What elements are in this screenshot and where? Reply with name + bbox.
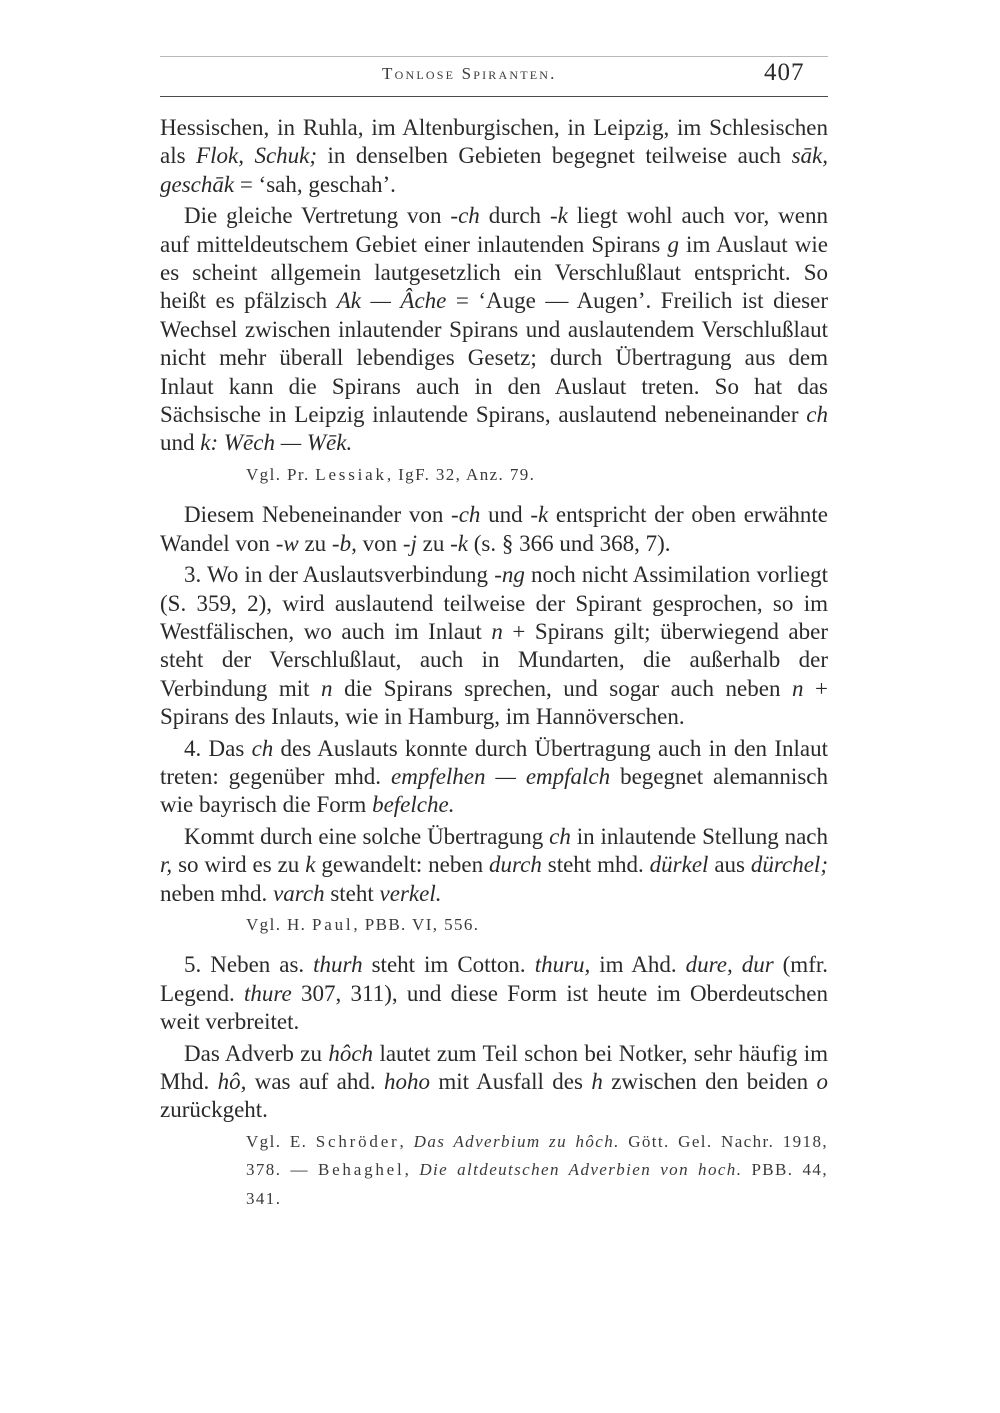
body-text xyxy=(160,114,828,1213)
page-number: 407 xyxy=(764,59,805,86)
paragraph-5: 4. Das ch des Auslauts konnte durch Übertragung auch in den Inlaut treten: gegenüber mhd. empfelhen — empfalch begegnet alemannisch wie bayrisch die Form befelche. xyxy=(160,735,828,818)
running-head: Tonlose Spiranten. xyxy=(382,64,557,83)
reference-note-3: Vgl. E. Schröder, Das Adverbium zu hôch. Gött. Gel. Nachr. 1918, 378. — Behaghel, Die altdeutschen Adverbien von hoch. PBB. 44, 341. xyxy=(246,1131,828,1208)
reference-note-2: Vgl. H. Paul, PBB. VI, 556. xyxy=(246,914,480,934)
paragraph-8: Das Adverb zu hôch lautet zum Teil schon bei Notker, sehr häufig im Mhd. hô, was auf ahd. hoho mit Ausfall des h zwischen den beiden o zurückgeht. xyxy=(160,1040,829,1123)
header-rule-top xyxy=(160,56,828,57)
paragraph-4: 3. Wo in der Auslautsverbindung -ng noch nicht Assimilation vorliegt (S. 359, 2), wird auslautend teilweise der Spirant gesprochen, so im Westfälischen, wo auch im Inlaut n + Spirans gilt; überwiegend aber steht der Verschlußlaut, auch in Mundarten, die außerhalb der Verbindung mit n die Spirans sprechen, und sogar auch neben n + Spirans des Inlauts, wie in Hamburg, im Hannöverschen. xyxy=(160,562,828,730)
paragraph-7: 5. Neben as. thurh steht im Cotton. thuru, im Ahd. dure, dur (mfr. Legend. thure 307, 311), und diese Form ist heute im Oberdeutschen weit verbreitet. xyxy=(160,952,829,1035)
paragraph-2: Die gleiche Vertretung von -ch durch -k liegt wohl auch vor, wenn auf mitteldeutschem Gebiet einer inlautenden Spirans g im Auslaut wie es scheint allgemein lautgesetzlich ein Verschlußlaut entspricht. So heißt es pfälzisch Ak — Âche = ‘Auge — Augen’. Freilich ist dieser Wechsel zwischen inlautender Spirans und auslautendem Verschlußlaut nicht mehr überall lebendiges Gesetz; durch Übertragung aus dem Inlaut kann die Spirans auch in den Auslaut treten. So hat das Sächsische in Leipzig inlautende Spirans, auslautend nebeneinander ch und k: Wēch — Wēk. xyxy=(160,203,828,456)
paragraph-6: Kommt durch eine solche Übertragung ch in inlautende Stellung nach r, so wird es zu k gewandelt: neben durch steht mhd. dürkel aus dürchel; neben mhd. varch steht verkel. xyxy=(160,823,829,906)
header-rule-bottom xyxy=(160,96,828,97)
paragraph-1: Hessischen, in Ruhla, im Altenburgischen, in Leipzig, im Schlesischen als Flok, Schuk; in denselben Gebieten begegnet teilweise auch sāk, geschāk = ‘sah, geschah’. xyxy=(160,115,828,197)
reference-note-1: Vgl. Pr. Lessiak, IgF. 32, Anz. 79. xyxy=(246,464,536,484)
paragraph-3: Diesem Nebeneinander von -ch und -k entspricht der oben erwähnte Wandel von -w zu -b, von -j zu -k (s. § 366 und 368, 7). xyxy=(160,502,829,556)
